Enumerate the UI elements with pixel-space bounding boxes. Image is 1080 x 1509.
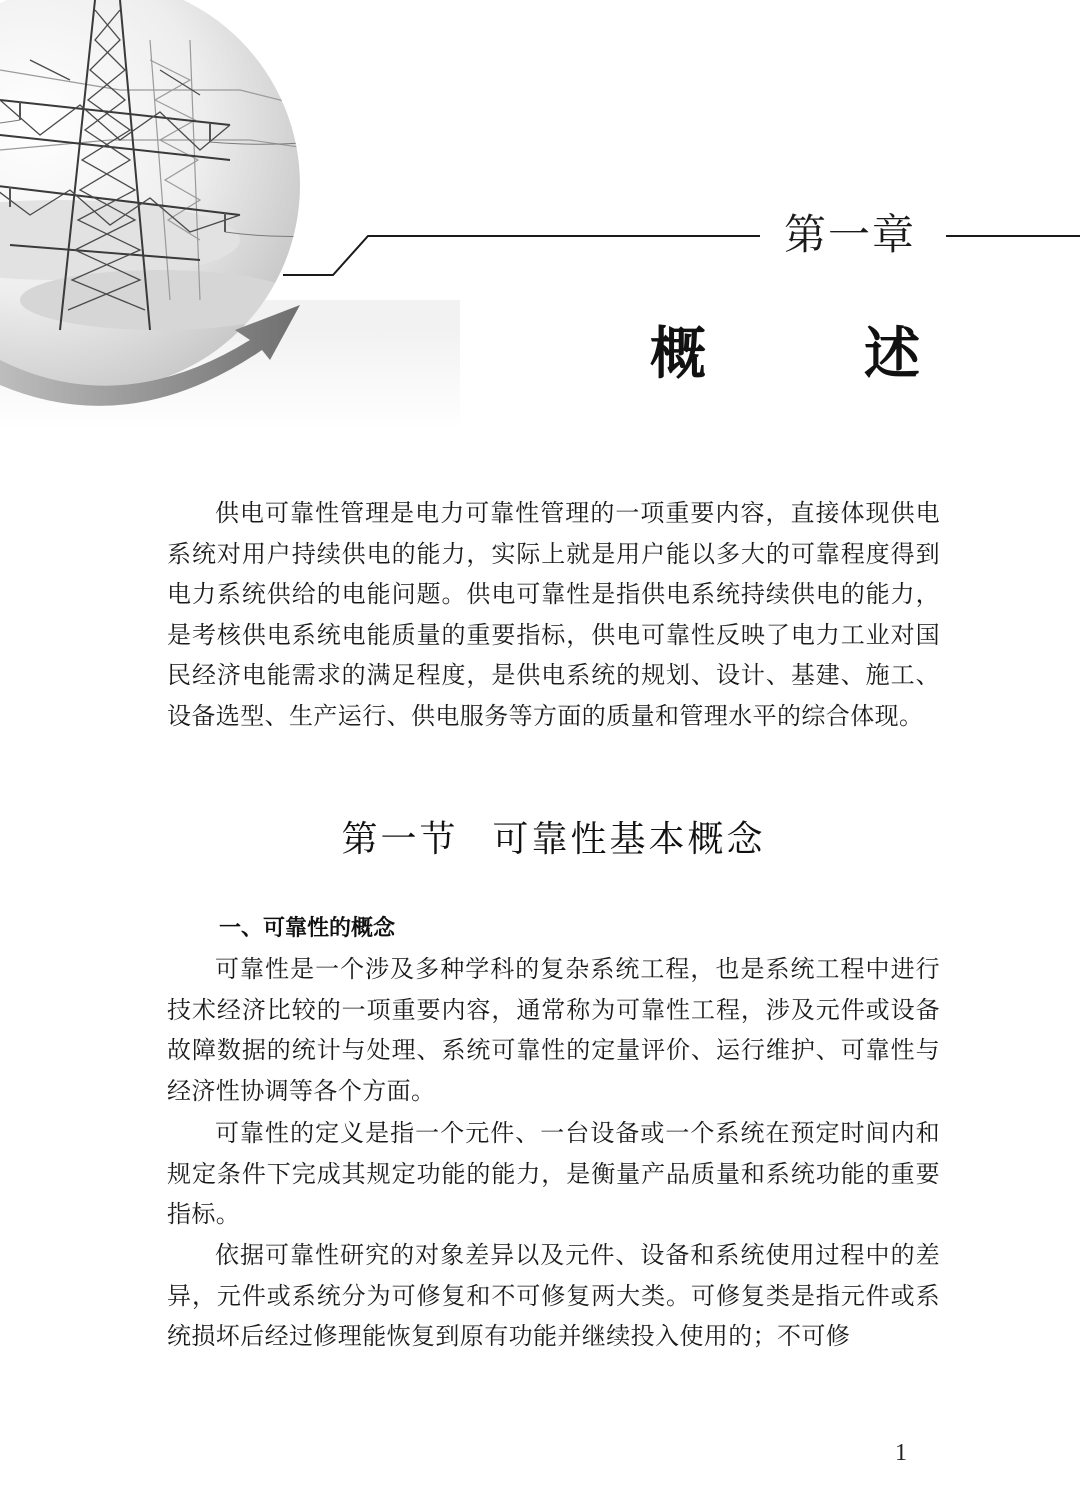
subheading: 一、可靠性的概念 (219, 916, 396, 941)
chapter-title-char: 概 (650, 322, 706, 387)
section-name: 可靠性基本概念 (492, 819, 766, 860)
chapter-title (650, 310, 920, 390)
intro-paragraph: 供电可靠性管理是电力可靠性管理的一项重要内容，直接体现供电系统对用户持续供电的能力，实际上就是用户能以多大的可靠程度得到电力系统供给的电能问题。供电可靠性是指供电系统持续供电的能力，是考核供电系统电能质量的重要指标，供电可靠性反映了电力工业对国民经济电能需求的满足程度，是供电系统的规划、设计、基建、施工、设备选型、生产运行、供电服务等方面的质量和管理水平的综合体现。 (167, 499, 940, 730)
page-number: 1 (895, 1440, 907, 1466)
body-paragraph: 依据可靠性研究的对象差异以及元件、设备和系统使用过程中的差异，元件或系统分为可修复和不可修复两大类。可修复类是指元件或系统损坏后经过修理能恢复到原有功能并继续投入使用的；不可修 (167, 1241, 940, 1350)
section-number: 第一节 (341, 819, 459, 860)
body-paragraph: 可靠性的定义是指一个元件、一台设备或一个系统在预定时间内和规定条件下完成其规定功能的能力，是衡量产品质量和系统功能的重要指标。 (167, 1119, 940, 1228)
body-paragraph: 可靠性是一个涉及多种学科的复杂系统工程，也是系统工程中进行技术经济比较的一项重要内容，通常称为可靠性工程，涉及元件或设备故障数据的统计与处理、系统可靠性的定量评价、运行维护、可靠性与经济性协调等各个方面。 (167, 955, 940, 1105)
chapter-label: 第一章 (760, 202, 940, 262)
section-title (167, 811, 940, 862)
chapter-title-char: 述 (864, 322, 920, 387)
